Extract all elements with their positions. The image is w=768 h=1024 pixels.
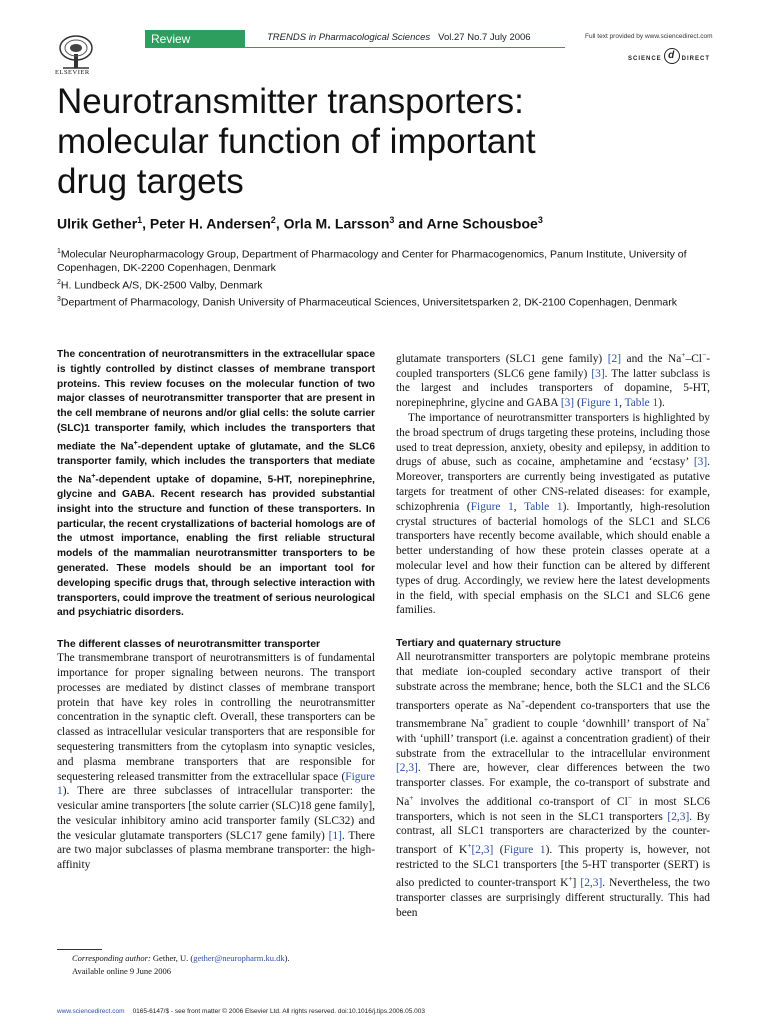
reference-link[interactable]: [2,3]: [580, 877, 603, 890]
sd-logo-mark: d: [664, 48, 680, 64]
body-text: –Cl: [685, 352, 702, 365]
affil-number: 1: [57, 248, 61, 255]
left-column: [57, 348, 375, 873]
footer-url[interactable]: www.sciencedirect.com: [57, 1008, 125, 1015]
section-heading: Tertiary and quaternary structure: [396, 637, 561, 650]
abstract: [57, 348, 375, 621]
table-link[interactable]: Table 1: [524, 500, 563, 513]
affil-text: H. Lundbeck A/S, DK-2500 Valby, Denmark: [60, 279, 263, 291]
body-text: ). Importantly, high-resolution crystal structures of bacterial homologs of the SLC1 and SLC6 transporters have recently become available, which should enable a better understanding of how these protein classes operate at a molecular level and how their function can be altered by different types of drug. Accordingly, we review here the latest developments in the field, with special emphasis on the SLC1 and SLC6 gene families.: [396, 500, 710, 617]
body-text: The transmembrane transport of neurotransmitters is of fundamental importance for proper signaling between neurons. The transport processes are mediated by distinct classes of membrane transport protein that have key roles in controlling the neurotransmitter concentration in the synaptic cleft. Overall, these transporters can be classed as intracellular vesicular transporters that are responsible for sequestering transmitters from the cytoplasm into synaptic vesicles, and plasma membrane transporters that are responsible for sequestering released transmitter from the extracellular space (: [57, 652, 375, 783]
body-text: in most SLC6 transporters, which is not seen in the SLC1 transporters: [396, 795, 710, 823]
reference-link[interactable]: [2,3]: [396, 762, 418, 775]
sciencedirect-logo: [628, 47, 728, 67]
author-affil-marker: 3: [389, 215, 395, 225]
elsevier-tree-logo: [55, 34, 97, 74]
footnote-text: ).: [284, 953, 290, 963]
affil-text: Molecular Neuropharmacology Group, Department of Pharmacology and Center for Pharmacogenomics, Panum Institute, University of Copenhagen, DK-2200 Copenhagen, Denmark: [57, 248, 687, 274]
body-text: All neurotransmitter transporters are polytopic membrane proteins that mediate ion-coupled secondary active transport of their substrate across the membrane; hence, both the SLC1 and the SLC6 transporters operate as Na: [396, 651, 710, 712]
body-paragraph: [57, 651, 375, 873]
available-online: Available online 9 June 2006: [72, 966, 171, 976]
figure-link[interactable]: Figure 1: [503, 843, 546, 856]
author-list: [57, 215, 543, 232]
body-text: ).: [658, 397, 665, 410]
superscript: −: [701, 350, 707, 359]
superscript: +: [520, 696, 526, 706]
journal-name: TRENDS in Pharmacological Sciences: [267, 32, 431, 43]
body-text: ]: [572, 877, 581, 890]
table-link[interactable]: Table 1: [624, 397, 659, 410]
body-text: gradient to couple ‘downhill’ transport of Na: [488, 717, 706, 730]
footnote-label: Corresponding author:: [72, 953, 151, 963]
author-name: Ulrik Gether: [57, 215, 138, 232]
reference-link[interactable]: [1]: [328, 829, 342, 842]
affil-text: Department of Pharmacology, Danish University of Pharmaceutical Sciences, Universitetsparken 2, DK-2100 Copenhagen, Denmark: [60, 296, 678, 308]
abstract-text: -dependent uptake of glutamate, and the SLC6 transporter family, which includes the transporters that mediate the Na: [57, 441, 376, 486]
figure-link[interactable]: Figure 1: [57, 770, 375, 798]
superscript: +: [483, 715, 489, 725]
publisher-name: ELSEVIER: [55, 69, 90, 76]
body-text: ,: [513, 500, 525, 513]
author-affil-marker: 2: [270, 215, 276, 225]
section-heading: The different classes of neurotransmitter transporter: [57, 638, 321, 651]
body-text: (: [493, 843, 504, 856]
reference-link[interactable]: [3]: [693, 456, 708, 469]
superscript: +: [681, 350, 686, 359]
author-name: , Orla M. Larsson: [275, 215, 390, 232]
body-text: . By contrast, all SLC1 transporters are characterized by the counter-transport of K: [396, 810, 710, 856]
reference-link[interactable]: [2]: [607, 352, 622, 365]
footnote: [72, 952, 372, 978]
body-text: . There are, however, clear differences between the two transporter classes. For example, the co-transport of substrate and Na: [396, 762, 710, 808]
abstract-text: The concentration of neurotransmitters in the extracellular space is tightly controlled by distinct classes of membrane transport proteins. This review focuses on the molecular function of two major classes of neurotransmitter transporter that are present in the cell membrane of neurons and/or glial cells: the solute carrier (SLC)1 transporter family, which includes the transporters that mediate the Na: [57, 349, 375, 453]
title-line: Neurotransmitter transporters:: [57, 82, 524, 121]
sd-logo-science: SCIENCE: [628, 56, 662, 62]
section-tag: Review: [145, 30, 245, 48]
author-affil-marker: 3: [537, 215, 543, 225]
body-text: ,: [619, 397, 625, 410]
article-title: [57, 82, 717, 202]
journal-citation: [267, 32, 531, 43]
figure-link[interactable]: Figure 1: [580, 397, 620, 410]
fulltext-note: Full text provided by www.sciencedirect.com: [585, 33, 713, 40]
abstract-text: -dependent uptake of dopamine, 5-HT, norepinephrine, glycine and GABA. Recent research has provided substantial insight into the structure and function of these transporters. In particular, the recent crystallizations of bacterial homologs are of the utmost importance, enabling the first reliable structural models of the mammalian neurotransmitter transporters to be generated. These models should be an important tool for developing specific drugs that, through selective interaction with transporters, could improve the treatment of serious neurological and psychiatric disorders.: [57, 474, 375, 619]
body-paragraph: [396, 411, 710, 618]
body-text: . Nevertheless, the two transporter classes are surprisingly different structurally. This had been: [396, 877, 710, 919]
header-rule: [145, 47, 565, 48]
body-text: (: [574, 397, 581, 410]
body-paragraph: [396, 348, 710, 411]
author-name: , Peter H. Andersen: [142, 215, 271, 232]
superscript: −: [627, 792, 632, 802]
body-paragraph: [396, 650, 710, 921]
corresponding-author: [72, 952, 372, 965]
footnote-rule: [57, 949, 102, 950]
superscript: +: [91, 472, 96, 480]
title-line: molecular function of important: [57, 122, 536, 161]
superscript: +: [133, 439, 138, 447]
superscript: +: [705, 715, 710, 725]
body-text: and the Na: [621, 352, 682, 365]
body-text: The importance of neurotransmitter transporters is highlighted by the broad spectrum of drugs targeting these proteins, including those used to treat depression, anxiety, obesity and epilepsy, in addition to drugs of abuse, such as cocaine, amphetamine and ‘ecstasy’: [396, 411, 710, 469]
affiliation: [57, 245, 727, 276]
body-text: . Moreover, transporters are currently being investigated as putative targets for treatment of other CNS-related diseases: for example, schizophrenia (: [396, 456, 710, 513]
superscript: +: [409, 792, 414, 802]
body-text: -dependent co-transporters that use the transmembrane Na: [396, 699, 710, 730]
body-text: ). There are three subclasses of intracellular transporter: the vesicular amine transporters [the solute carrier (SLC)18 gene family], the vesicular inhibitory amino acid transporter family (SLC32) and the vesicular glutamate transporters (SLC17 gene family): [57, 785, 375, 842]
reference-link[interactable]: [3]: [560, 397, 575, 410]
figure-link[interactable]: Figure 1: [470, 500, 514, 513]
body-text: ). This property is, however, not restricted to the SLC1 transporters [the 5-HT transporter (SERT) is also predicted to counter-transport K: [396, 843, 710, 890]
affil-number: 2: [57, 278, 61, 286]
title-line: drug targets: [57, 162, 244, 201]
superscript: +: [568, 874, 573, 884]
email-link[interactable]: gether@neuropharm.ku.dk: [193, 953, 285, 963]
body-text: involves the additional co-transport of Cl: [413, 795, 628, 808]
body-text: with ‘uphill’ transport (i.e. against a concentration gradient) of their substrate from the extracellular to the intracellular environment: [396, 732, 710, 760]
journal-volume: Vol.27 No.7 July 2006: [438, 32, 531, 43]
reference-link[interactable]: [3]: [591, 367, 605, 380]
body-text: . There are two major subclasses of plasma membrane transporter: the high-affinity: [57, 829, 375, 872]
reference-link[interactable]: [2,3]: [471, 843, 494, 856]
author-affil-marker: 1: [137, 215, 143, 225]
sd-logo-direct: DIRECT: [681, 56, 711, 62]
affiliation: [57, 293, 727, 310]
affiliation: [57, 276, 727, 293]
author-name: and Arne Schousboe: [394, 215, 538, 232]
page-footer: [57, 1008, 425, 1015]
superscript: +: [467, 841, 472, 851]
footer-info: 0165-6147/$ - see front matter © 2006 Elsevier Ltd. All rights reserved. doi:10.1016/j.tips.2006.05.003: [132, 1008, 425, 1015]
affiliation-list: [57, 245, 727, 310]
right-column: [396, 348, 710, 921]
body-text: -coupled transporters (SLC6 gene family): [396, 352, 710, 380]
body-text: . The latter subclass is the largest and includes transporters of dopamine, 5-HT, norepinephrine, glycine and GABA: [396, 367, 711, 410]
reference-link[interactable]: [2,3]: [667, 810, 690, 823]
body-text: glutamate transporters (SLC1 gene family): [396, 352, 608, 365]
affil-number: 3: [57, 295, 61, 303]
footnote-text: Gether, U. (: [150, 953, 194, 963]
